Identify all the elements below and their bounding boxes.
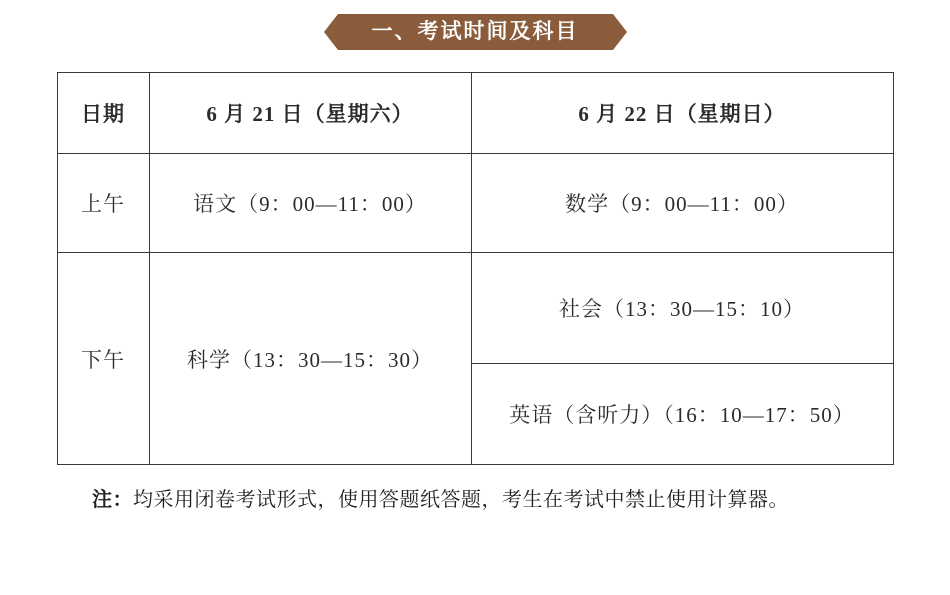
- cell-afternoon-day1: 科学（13：30—15：30）: [149, 253, 471, 465]
- section-heading-banner: 一、考试时间及科目: [338, 14, 613, 50]
- exam-schedule-table-container: [0, 50, 950, 465]
- row-label-morning: 上午: [57, 154, 149, 253]
- cell-afternoon-day2-first: 社会（13：30—15：10）: [471, 253, 893, 364]
- cell-morning-day1: 语文（9：00—11：00）: [149, 154, 471, 253]
- cell-morning-day2: 数学（9：00—11：00）: [471, 154, 893, 253]
- table-header-row: [57, 73, 893, 154]
- note-paragraph: [0, 465, 950, 518]
- note-label: 注：: [92, 489, 133, 512]
- table-row: [57, 154, 893, 253]
- header-cell-day2: 6 月 22 日（星期日）: [471, 73, 893, 154]
- header-cell-date: 日期: [57, 73, 149, 154]
- exam-schedule-table: [57, 72, 894, 465]
- row-label-afternoon: 下午: [57, 253, 149, 465]
- heading-banner-container: [0, 0, 950, 50]
- header-cell-day1: 6 月 21 日（星期六）: [149, 73, 471, 154]
- table-row: [57, 253, 893, 364]
- cell-afternoon-day2-second: 英语（含听力）（16：10—17：50）: [471, 364, 893, 465]
- note-text: 均采用闭卷考试形式，使用答题纸答题，考生在考试中禁止使用计算器。: [133, 489, 789, 512]
